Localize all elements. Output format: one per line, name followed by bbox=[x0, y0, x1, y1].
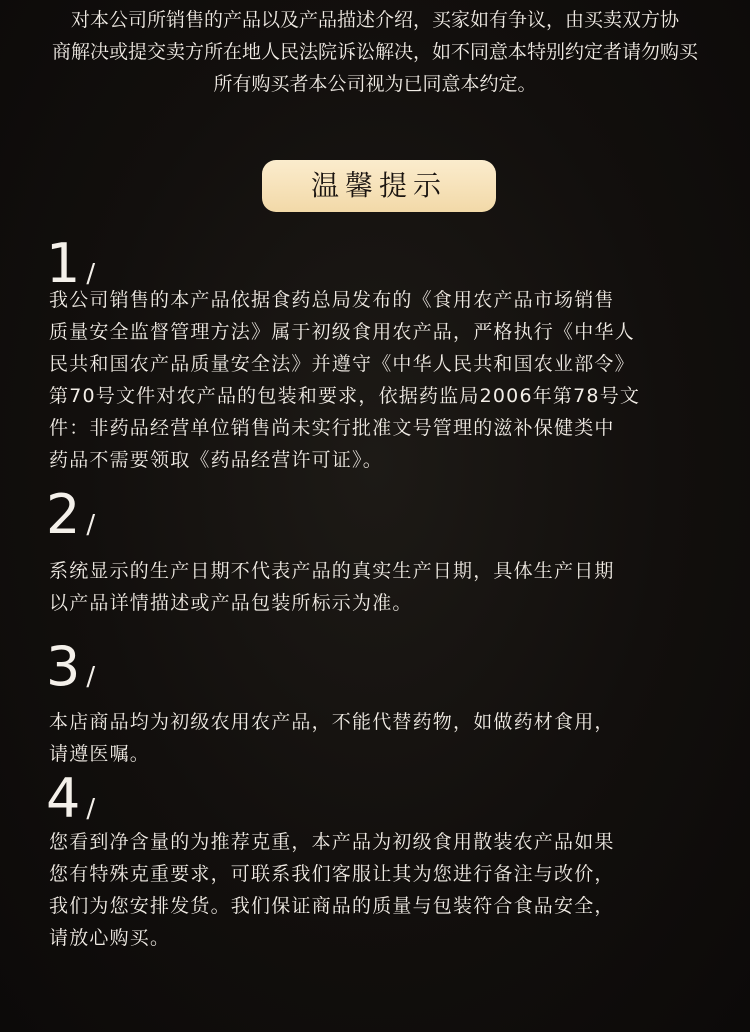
disclaimer-line: 对本公司所销售的产品以及产品描述介绍，买家如有争议，由买卖双方协 bbox=[70, 9, 679, 31]
item-number: 4 bbox=[46, 767, 81, 830]
item-line: 以产品详情描述或产品包装所标示为准。 bbox=[49, 592, 413, 614]
item-line: 质量安全监督管理方法》属于初级食用农产品，严格执行《中华人 bbox=[49, 321, 635, 343]
disclaimer-line: 所有购买者本公司视为已同意本约定。 bbox=[213, 73, 537, 95]
item-text-2 bbox=[49, 555, 709, 619]
item-line: 您看到净含量的为推荐克重，本产品为初级食用散装农产品如果 bbox=[49, 831, 615, 853]
item-slash: / bbox=[86, 662, 96, 692]
disclaimer-line: 商解决或提交卖方所在地人民法院诉讼解决，如不同意本特别约定者请勿购买 bbox=[51, 41, 698, 63]
item-number-2 bbox=[46, 483, 96, 552]
warm-tips-title: 温馨提示 bbox=[262, 160, 496, 212]
item-text-1 bbox=[49, 284, 709, 476]
item-line: 本店商品均为初级农用农产品，不能代替药物，如做药材食用， bbox=[49, 711, 615, 733]
item-line: 请放心购买。 bbox=[49, 927, 171, 949]
item-line: 我们为您安排发货。我们保证商品的质量与包装符合食品安全， bbox=[49, 895, 615, 917]
item-line: 民共和国农产品质量安全法》并遵守《中华人民共和国农业部令》 bbox=[49, 353, 635, 375]
item-line: 我公司销售的本产品依据食药总局发布的《食用农产品市场销售 bbox=[49, 289, 615, 311]
item-line: 药品不需要领取《药品经营许可证》。 bbox=[49, 449, 383, 471]
item-text-3 bbox=[49, 706, 709, 770]
item-line: 系统显示的生产日期不代表产品的真实生产日期，具体生产日期 bbox=[49, 560, 615, 582]
item-line: 件：非药品经营单位销售尚未实行批准文号管理的滋补保健类中 bbox=[49, 417, 615, 439]
item-slash: / bbox=[86, 259, 96, 289]
item-line: 第70号文件对农产品的包装和要求，依据药监局2006年第78号文 bbox=[49, 385, 641, 407]
item-number: 2 bbox=[46, 483, 81, 546]
item-slash: / bbox=[86, 794, 96, 824]
item-line: 您有特殊克重要求，可联系我们客服让其为您进行备注与改价， bbox=[49, 863, 615, 885]
item-line: 请遵医嘱。 bbox=[49, 743, 151, 765]
item-number-3 bbox=[46, 635, 96, 704]
item-number: 3 bbox=[46, 635, 81, 698]
item-slash: / bbox=[86, 510, 96, 540]
item-text-4 bbox=[49, 826, 709, 954]
disclaimer-text bbox=[0, 4, 750, 100]
item-number: 1 bbox=[46, 232, 81, 295]
